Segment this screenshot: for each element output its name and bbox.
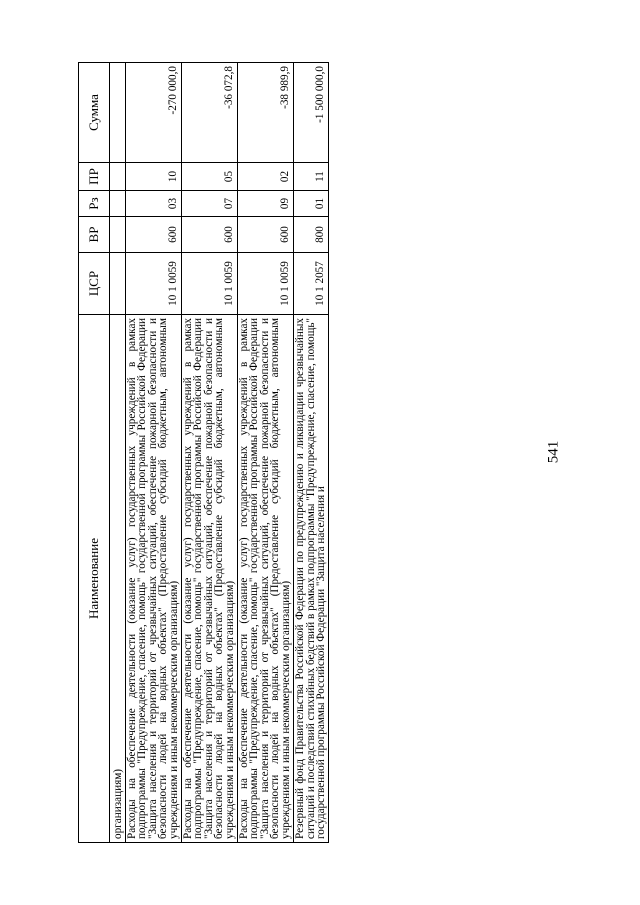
table-row — [238, 63, 294, 843]
row-vr: 800 — [294, 217, 329, 253]
table-row — [294, 63, 329, 843]
table-header-row — [79, 63, 110, 843]
row-rz: 09 — [238, 191, 294, 217]
table-row — [126, 63, 182, 843]
header-name: Наименование — [79, 315, 110, 843]
row-csr: 10 1 2057 — [294, 253, 329, 315]
row-name: Резервный фонд Правительства Российской Федерации по предупреждению и ликвидации чрезвычайных ситуаций и последствий стихийных бедствий в рамках подпрограммы "Предупреждение, спасение, помощь" государственной программы Российской Федерации "Защита населения и — [294, 315, 329, 843]
row-rz — [110, 191, 126, 217]
row-vr: 600 — [238, 217, 294, 253]
row-pr — [110, 163, 126, 191]
row-sum: -36 072,8 — [182, 63, 238, 163]
table-row — [182, 63, 238, 843]
row-pr: 10 — [126, 163, 182, 191]
row-pr: 11 — [294, 163, 329, 191]
row-pr: 05 — [182, 163, 238, 191]
header-csr: ЦСР — [79, 253, 110, 315]
row-rz: 07 — [182, 191, 238, 217]
page-number: 541 — [545, 440, 562, 464]
row-name: организациям) — [110, 315, 126, 843]
row-vr — [110, 217, 126, 253]
row-sum: -1 500 000,0 — [294, 63, 329, 163]
row-csr — [110, 253, 126, 315]
header-vr: ВР — [79, 217, 110, 253]
row-name: Расходы на обеспечение деятельности (оказание услуг) государственных учреждений в рамках подпрограммы "Предупреждение, спасение, помощь" государственной программы Российской Федерации "Защита населения и территорий от чрезвычайных ситуаций, обеспечение пожарной безопасности и безопасности людей на водных объектах" (Предоставление субсидий бюджетным, автономным учреждениям и иным некоммерческим организациям) — [238, 315, 294, 843]
budget-table-page — [78, 63, 562, 843]
table-row — [110, 63, 126, 843]
row-rz: 01 — [294, 191, 329, 217]
budget-table — [78, 62, 329, 843]
row-name: Расходы на обеспечение деятельности (оказание услуг) государственных учреждений в рамках подпрограммы "Предупреждение, спасение, помощь" государственной программы Российской Федерации "Защита населения и территорий от чрезвычайных ситуаций, обеспечение пожарной безопасности и безопасности людей на водных объектах" (Предоставление субсидий бюджетным, автономным учреждениям и иным некоммерческим организациям) — [126, 315, 182, 843]
header-rz: Рз — [79, 191, 110, 217]
row-sum: -270 000,0 — [126, 63, 182, 163]
row-csr: 10 1 0059 — [126, 253, 182, 315]
row-vr: 600 — [126, 217, 182, 253]
row-csr: 10 1 0059 — [238, 253, 294, 315]
row-pr: 02 — [238, 163, 294, 191]
row-name: Расходы на обеспечение деятельности (оказание услуг) государственных учреждений в рамках подпрограммы "Предупреждение, спасение, помощь" государственной программы Российской Федерации "Защита населения и территорий от чрезвычайных ситуаций, обеспечение пожарной безопасности и безопасности людей на водных объектах" (Предоставление субсидий бюджетным, автономным учреждениям и иным некоммерческим организациям) — [182, 315, 238, 843]
row-sum: -38 989,9 — [238, 63, 294, 163]
row-sum — [110, 63, 126, 163]
row-vr: 600 — [182, 217, 238, 253]
header-sum: Сумма — [79, 63, 110, 163]
row-rz: 03 — [126, 191, 182, 217]
row-csr: 10 1 0059 — [182, 253, 238, 315]
header-pr: ПР — [79, 163, 110, 191]
